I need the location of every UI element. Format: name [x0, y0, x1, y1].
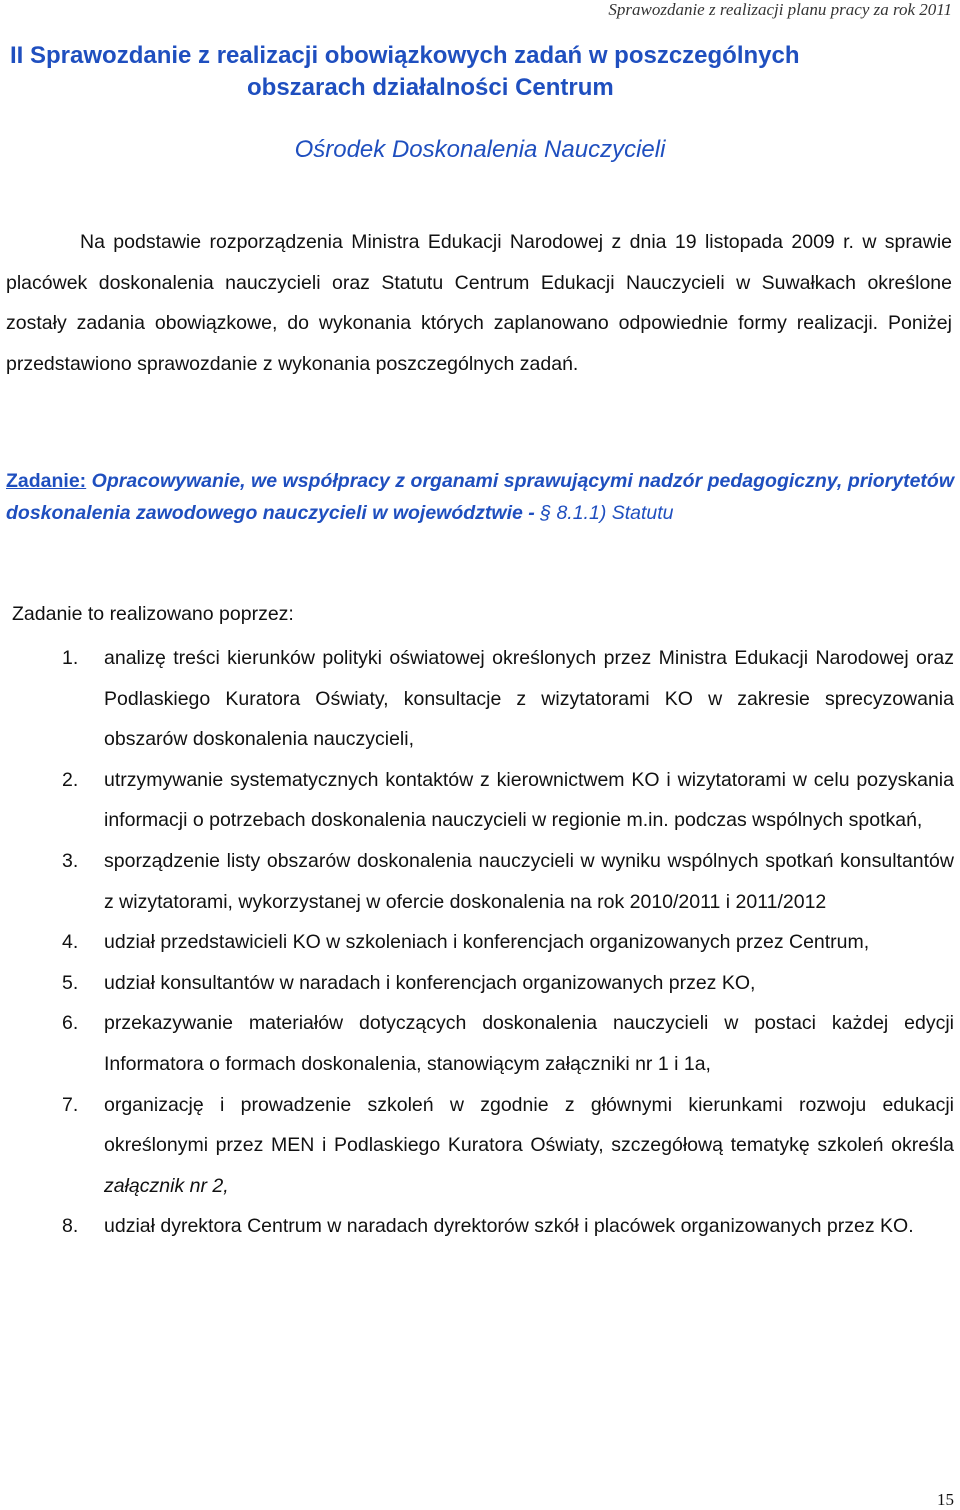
- list-item: [0, 638, 960, 760]
- section-heading-line1: II Sprawozdanie z realizacji obowiązkowych zadań w poszczególnych: [10, 42, 800, 69]
- list-item-text: organizację i prowadzenie szkoleń w zgodnie z głównymi kierunkami rozwoju edukacji określonymi przez MEN i Podlaskiego Kuratora Oświaty, szczegółową tematykę szkoleń określa: [104, 1093, 954, 1157]
- task-text: Opracowywanie, we współpracy z organami sprawującymi nadzór pedagogiczny, priorytetów doskonalenia zawodowego nauczycieli w województwie -: [6, 470, 954, 524]
- list-item-text: sporządzenie listy obszarów doskonalenia nauczycieli w wyniku wspólnych spotkań konsultantów z wizytatorami, wykorzystanej w ofercie doskonalenia na rok 2010/2011 i 2011/2012: [104, 849, 954, 913]
- intro-part2: Poniżej przedstawiono sprawozdanie z wykonania poszczególnych zadań.: [6, 312, 952, 375]
- section-heading: [10, 40, 950, 104]
- list-item-text: przekazywanie materiałów dotyczących doskonalenia nauczycieli w postaci każdej edycji Informatora o formach doskonalenia, stanowiącym załączniki nr 1 i 1a,: [104, 1012, 954, 1075]
- sub-heading: Ośrodek Doskonalenia Nauczycieli: [294, 136, 666, 163]
- list-item: [0, 841, 960, 922]
- list-item: [0, 1003, 960, 1084]
- list-item-number: 8.: [62, 1215, 79, 1238]
- intro-part1: Na podstawie rozporządzenia Ministra Edukacji Narodowej z dnia 19 listopada 2009 r. w sprawie placówek doskonalenia nauczycieli oraz Statutu Centrum Edukacji Nauczycieli w Suwałkach określone zostały zadania obowiązkowe, do wykonania których zaplanowano odpowiednie formy realizacji.: [6, 231, 952, 335]
- list-item-number: 1.: [62, 647, 79, 669]
- task-paragraph: [6, 465, 954, 529]
- list-item-number: 7.: [62, 1093, 79, 1116]
- list-item-text: utrzymywanie systematycznych kontaktów z kierownictwem KO i wizytatorami w celu pozyskania informacji o potrzebach doskonalenia nauczycieli w regionie m.in. podczas wspólnych spotkań,: [104, 768, 954, 832]
- running-header: Sprawozdanie z realizacji planu pracy za rok 2011: [608, 0, 952, 19]
- list-item: [0, 922, 960, 963]
- section-heading-line2: obszarach działalności Centrum: [247, 74, 614, 101]
- list-item-text: udział przedstawicieli KO w szkoleniach i konferencjach organizowanych przez Centrum,: [104, 931, 870, 954]
- steps-list: [0, 638, 960, 1247]
- list-item: [0, 760, 960, 841]
- task-ref: § 8.1.1) Statutu: [540, 502, 674, 524]
- realized-via-label: Zadanie to realizowano poprzez:: [12, 603, 294, 625]
- list-item-text: udział dyrektora Centrum w naradach dyrektorów szkół i placówek organizowanych przez KO.: [104, 1215, 914, 1238]
- list-item-number: 3.: [62, 849, 79, 872]
- intro-paragraph: [6, 222, 952, 384]
- list-item-number: 6.: [62, 1012, 79, 1035]
- list-item-number: 2.: [62, 768, 79, 791]
- list-item-number: 4.: [62, 931, 79, 954]
- list-item-text: udział konsultantów w naradach i konferencjach organizowanych przez KO,: [104, 971, 756, 994]
- list-item-number: 5.: [62, 971, 79, 994]
- list-item: [0, 1206, 960, 1247]
- list-item: [0, 963, 960, 1004]
- task-label: Zadanie:: [6, 470, 87, 492]
- list-item-text: analizę treści kierunków polityki oświatowej określonych przez Ministra Edukacji Narodowej oraz Podlaskiego Kuratora Oświaty, konsultacje z wizytatorami KO w zakresie sprecyzowania obszarów doskonalenia nauczycieli,: [104, 647, 954, 751]
- list-item: [0, 1085, 960, 1207]
- attachment-reference: załącznik nr 2,: [104, 1174, 229, 1197]
- page-number: 15: [937, 1490, 954, 1509]
